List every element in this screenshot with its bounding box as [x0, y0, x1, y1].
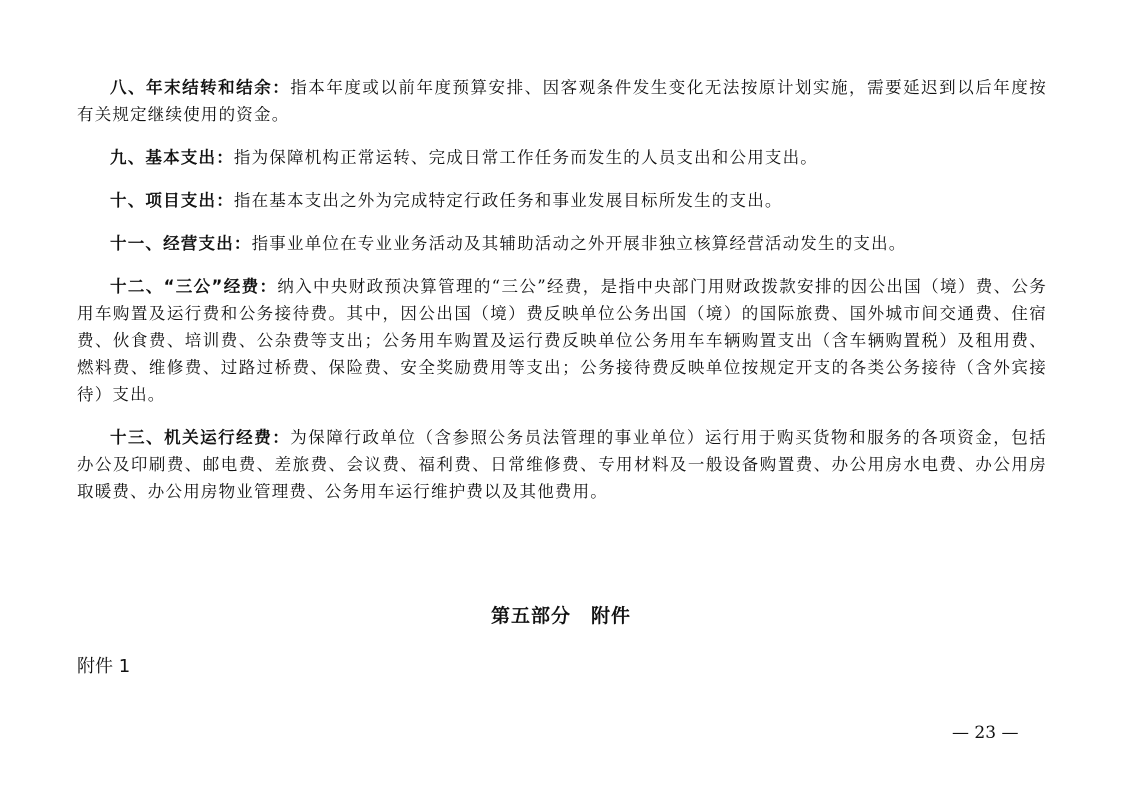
term-label: 九、基本支出：: [110, 148, 234, 167]
term-definition: 指本年度或以前年度预算安排、因客观条件发生变化无法按原计划实施，需要延迟到以后年度按有关规定继续使用的资金。: [77, 78, 1048, 124]
paragraph-year-end-balance: [77, 74, 1047, 128]
paragraph-agency-operating-funds: [77, 424, 1047, 505]
attachment-label: 附件 1: [77, 656, 131, 677]
document-body: [77, 74, 1047, 521]
term-definition: 指在基本支出之外为完成特定行政任务和事业发展目标所发生的支出。: [233, 191, 783, 210]
term-label: 八、年末结转和结余：: [110, 78, 291, 97]
term-label: 十三、机关运行经费：: [110, 428, 291, 447]
page-number: — 23 —: [952, 723, 1019, 743]
term-label: 十一、经营支出：: [110, 234, 252, 253]
term-definition: 指事业单位在专业业务活动及其辅助活动之外开展非独立核算经营活动发生的支出。: [251, 234, 907, 253]
paragraph-basic-expenditure: [77, 144, 1047, 171]
paragraph-operating-expenditure: [77, 230, 1047, 257]
term-definition: 指为保障机构正常运转、完成日常工作任务而发生的人员支出和公用支出。: [233, 148, 819, 167]
term-label: 十、项目支出：: [110, 191, 234, 210]
paragraph-three-public-expenses: [77, 273, 1047, 408]
term-definition: 纳入中央财政预决算管理的“三公”经费，是指中央部门用财政拨款安排的因公出国（境）费、公务用车购置及运行费和公务接待费。其中，因公出国（境）费反映单位公务出国（境）的国际旅费、国外城市间交通费、住宿费、伙食费、培训费、公杂费等支出；公务用车购置及运行费反映单位公务用车车辆购置支出（含车辆购置税）及租用费、燃料费、维修费、过路过桥费、保险费、安全奖励费用等支出；公务接待费反映单位按规定开支的各类公务接待（含外宾接待）支出。: [77, 277, 1047, 404]
section-title: 第五部分 附件: [490, 605, 631, 627]
paragraph-project-expenditure: [77, 187, 1047, 214]
term-definition: 为保障行政单位（含参照公务员法管理的事业单位）运行用于购买货物和服务的各项资金，包括办公及印刷费、邮电费、差旅费、会议费、福利费、日常维修费、专用材料及一般设备购置费、办公用房水电费、办公用房取暖费、办公用房物业管理费、公务用车运行维护费以及其他费用。: [77, 428, 1048, 501]
term-label: 十二、“三公”经费：: [110, 277, 278, 296]
